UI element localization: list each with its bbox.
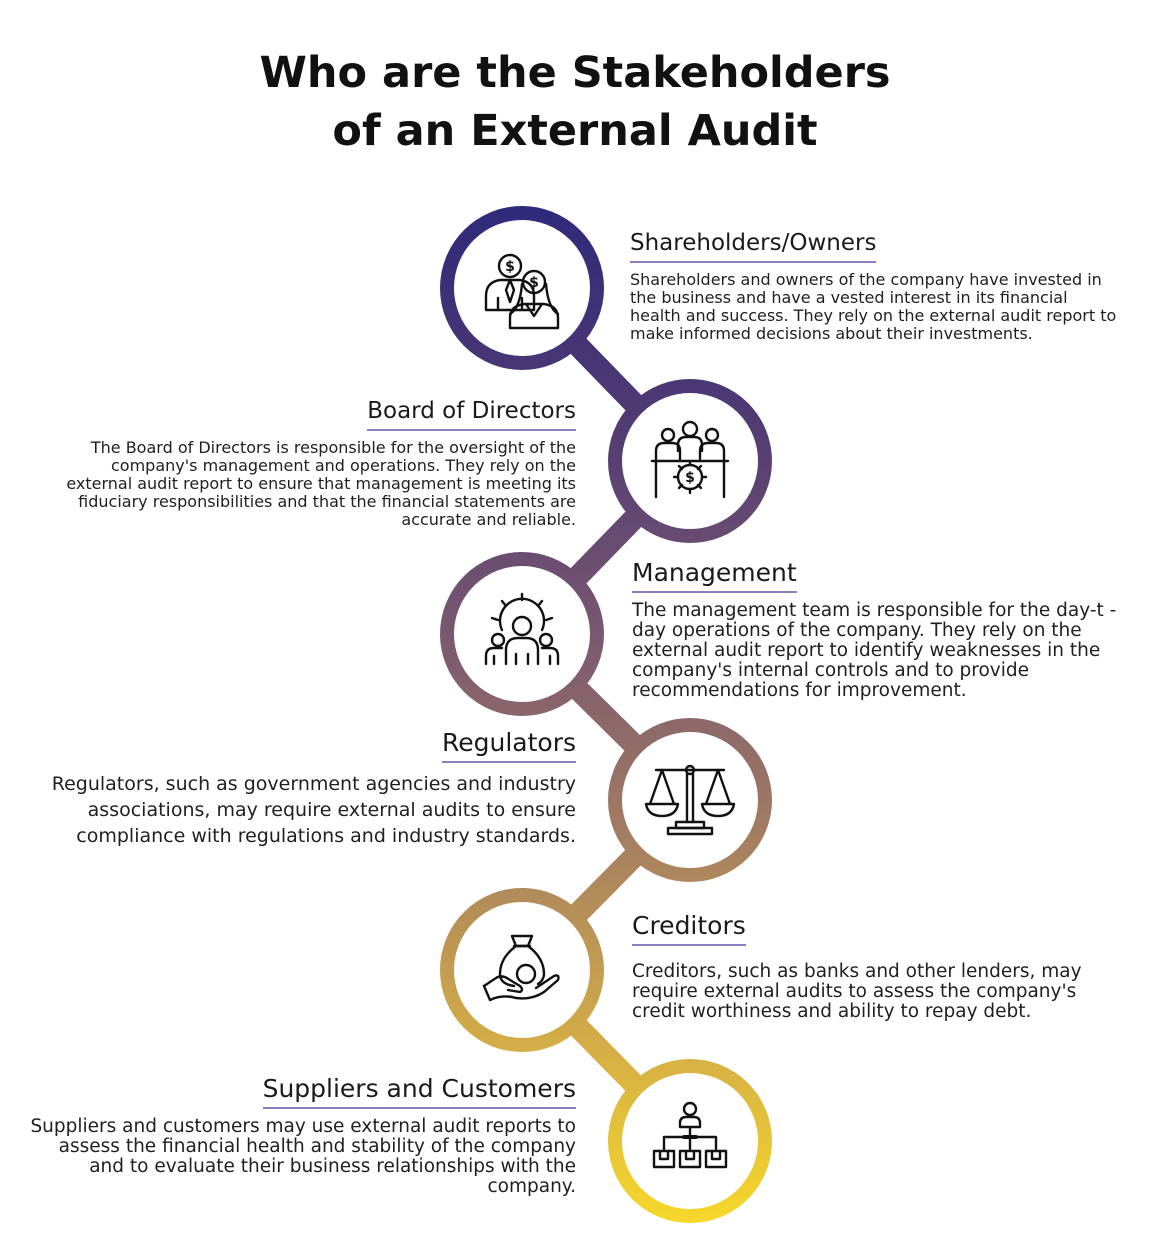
page-title-line-2: of an External Audit [332, 106, 818, 156]
stakeholder-description: The management team is responsible for the day-t -day operations of the company. They rely on the external audit report to identify weaknesses in the company's internal controls and to provide recommendations for improvement. [632, 600, 1117, 701]
svg-text:$: $ [505, 259, 515, 275]
stakeholder-description: Shareholders and owners of the company have invested in the business and have a vested interest in its financial health and success. They rely on the external audit report to make informed decisions about their investments. [630, 270, 1117, 343]
stakeholder-management [632, 558, 1122, 701]
stakeholder-description: Suppliers and customers may use external audit reports to assess the financial health and stability of the company and to evaluate their business relationships with the company. [30, 1116, 576, 1197]
svg-text:$: $ [529, 275, 539, 291]
stakeholder-heading: Management [632, 558, 797, 593]
stakeholder-shareholders [630, 228, 1120, 343]
stakeholder-heading: Board of Directors [367, 396, 576, 431]
stakeholder-regulators [40, 728, 576, 849]
page-title-line-1: Who are the Stakeholders [259, 48, 891, 98]
stakeholder-heading: Shareholders/Owners [630, 228, 876, 263]
stakeholder-board-of-directors [60, 396, 576, 529]
svg-text:$: $ [685, 470, 695, 486]
ring-4 [615, 725, 765, 875]
stakeholder-suppliers-and-customers [30, 1074, 576, 1197]
stakeholder-heading: Regulators [442, 728, 576, 763]
stakeholder-heading: Suppliers and Customers [263, 1074, 576, 1109]
stakeholder-description: Creditors, such as banks and other lenders, may require external audits to assess the company's credit worthiness and ability to repay debt. [632, 961, 1082, 1022]
stakeholder-description: Regulators, such as government agencies and industry associations, may require external audits to ensure compliance with regulations and industry standards. [51, 773, 576, 847]
stakeholder-heading: Creditors [632, 911, 746, 946]
ring-5 [447, 895, 597, 1045]
stakeholder-creditors [632, 911, 1112, 1022]
stakeholder-description: The Board of Directors is responsible for the oversight of the company's management and operations. They rely on the external audit report to ensure that management is meeting its fiduciary responsibilities and that the financial statements are accurate and reliable. [66, 438, 576, 529]
